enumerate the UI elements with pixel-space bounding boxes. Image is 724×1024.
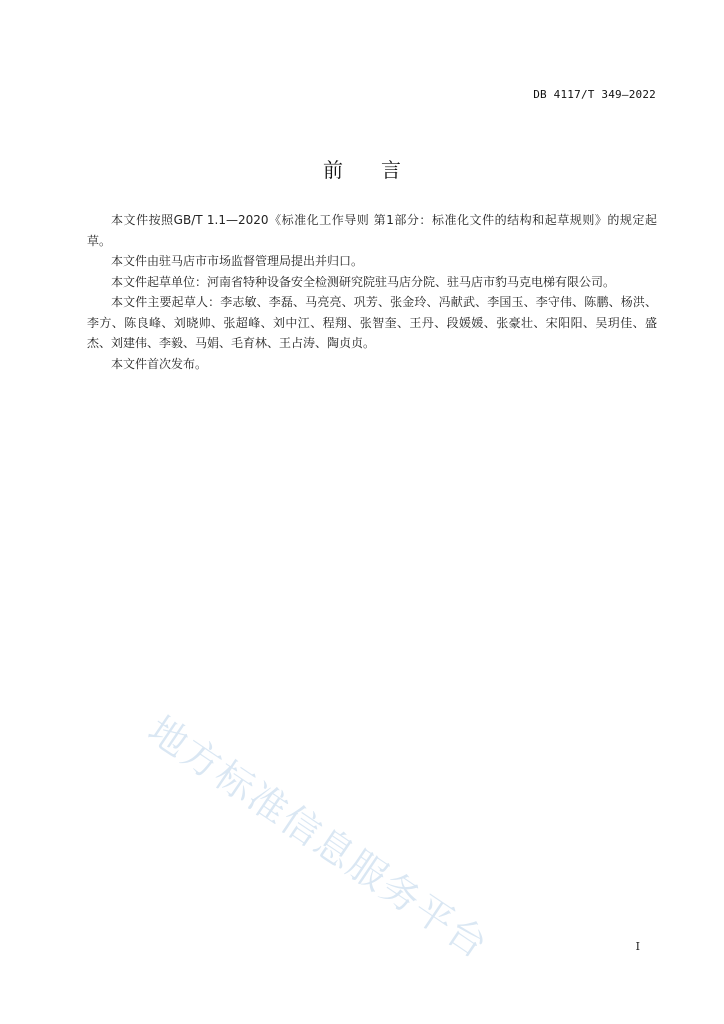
paragraph-main-drafters: 本文件主要起草人：李志敏、李磊、马亮亮、巩芳、张金玲、冯献武、李国玉、李守伟、陈鹏、杨洪、李方、陈良峰、刘晓帅、张超峰、刘中江、程翔、张智奎、王丹、段媛媛、张豪壮、宋阳阳、吴玥佳、盛杰、刘建伟、李毅、马娟、毛育林、王占涛、陶贞贞。 — [87, 295, 657, 350]
paragraph-first-release: 本文件首次发布。 — [111, 356, 208, 371]
paragraph-drafting-units: 本文件起草单位：河南省特种设备安全检测研究院驻马店分院、驻马店市豹马克电梯有限公司。 — [111, 274, 616, 289]
paragraph-drafting-rules: 本文件按照GB/T 1.1—2020《标准化工作导则 第1部分：标准化文件的结构和起草规则》的规定起草。 — [87, 213, 657, 248]
document-body — [87, 210, 657, 374]
watermark: 地方标准信息服务平台 — [140, 707, 497, 968]
paragraph-proposer: 本文件由驻马店市市场监督管理局提出并归口。 — [111, 254, 364, 268]
page-number: I — [635, 940, 640, 953]
document-code: DB 4117/T 349—2022 — [533, 88, 656, 101]
page-title: 前言 — [323, 158, 439, 182]
